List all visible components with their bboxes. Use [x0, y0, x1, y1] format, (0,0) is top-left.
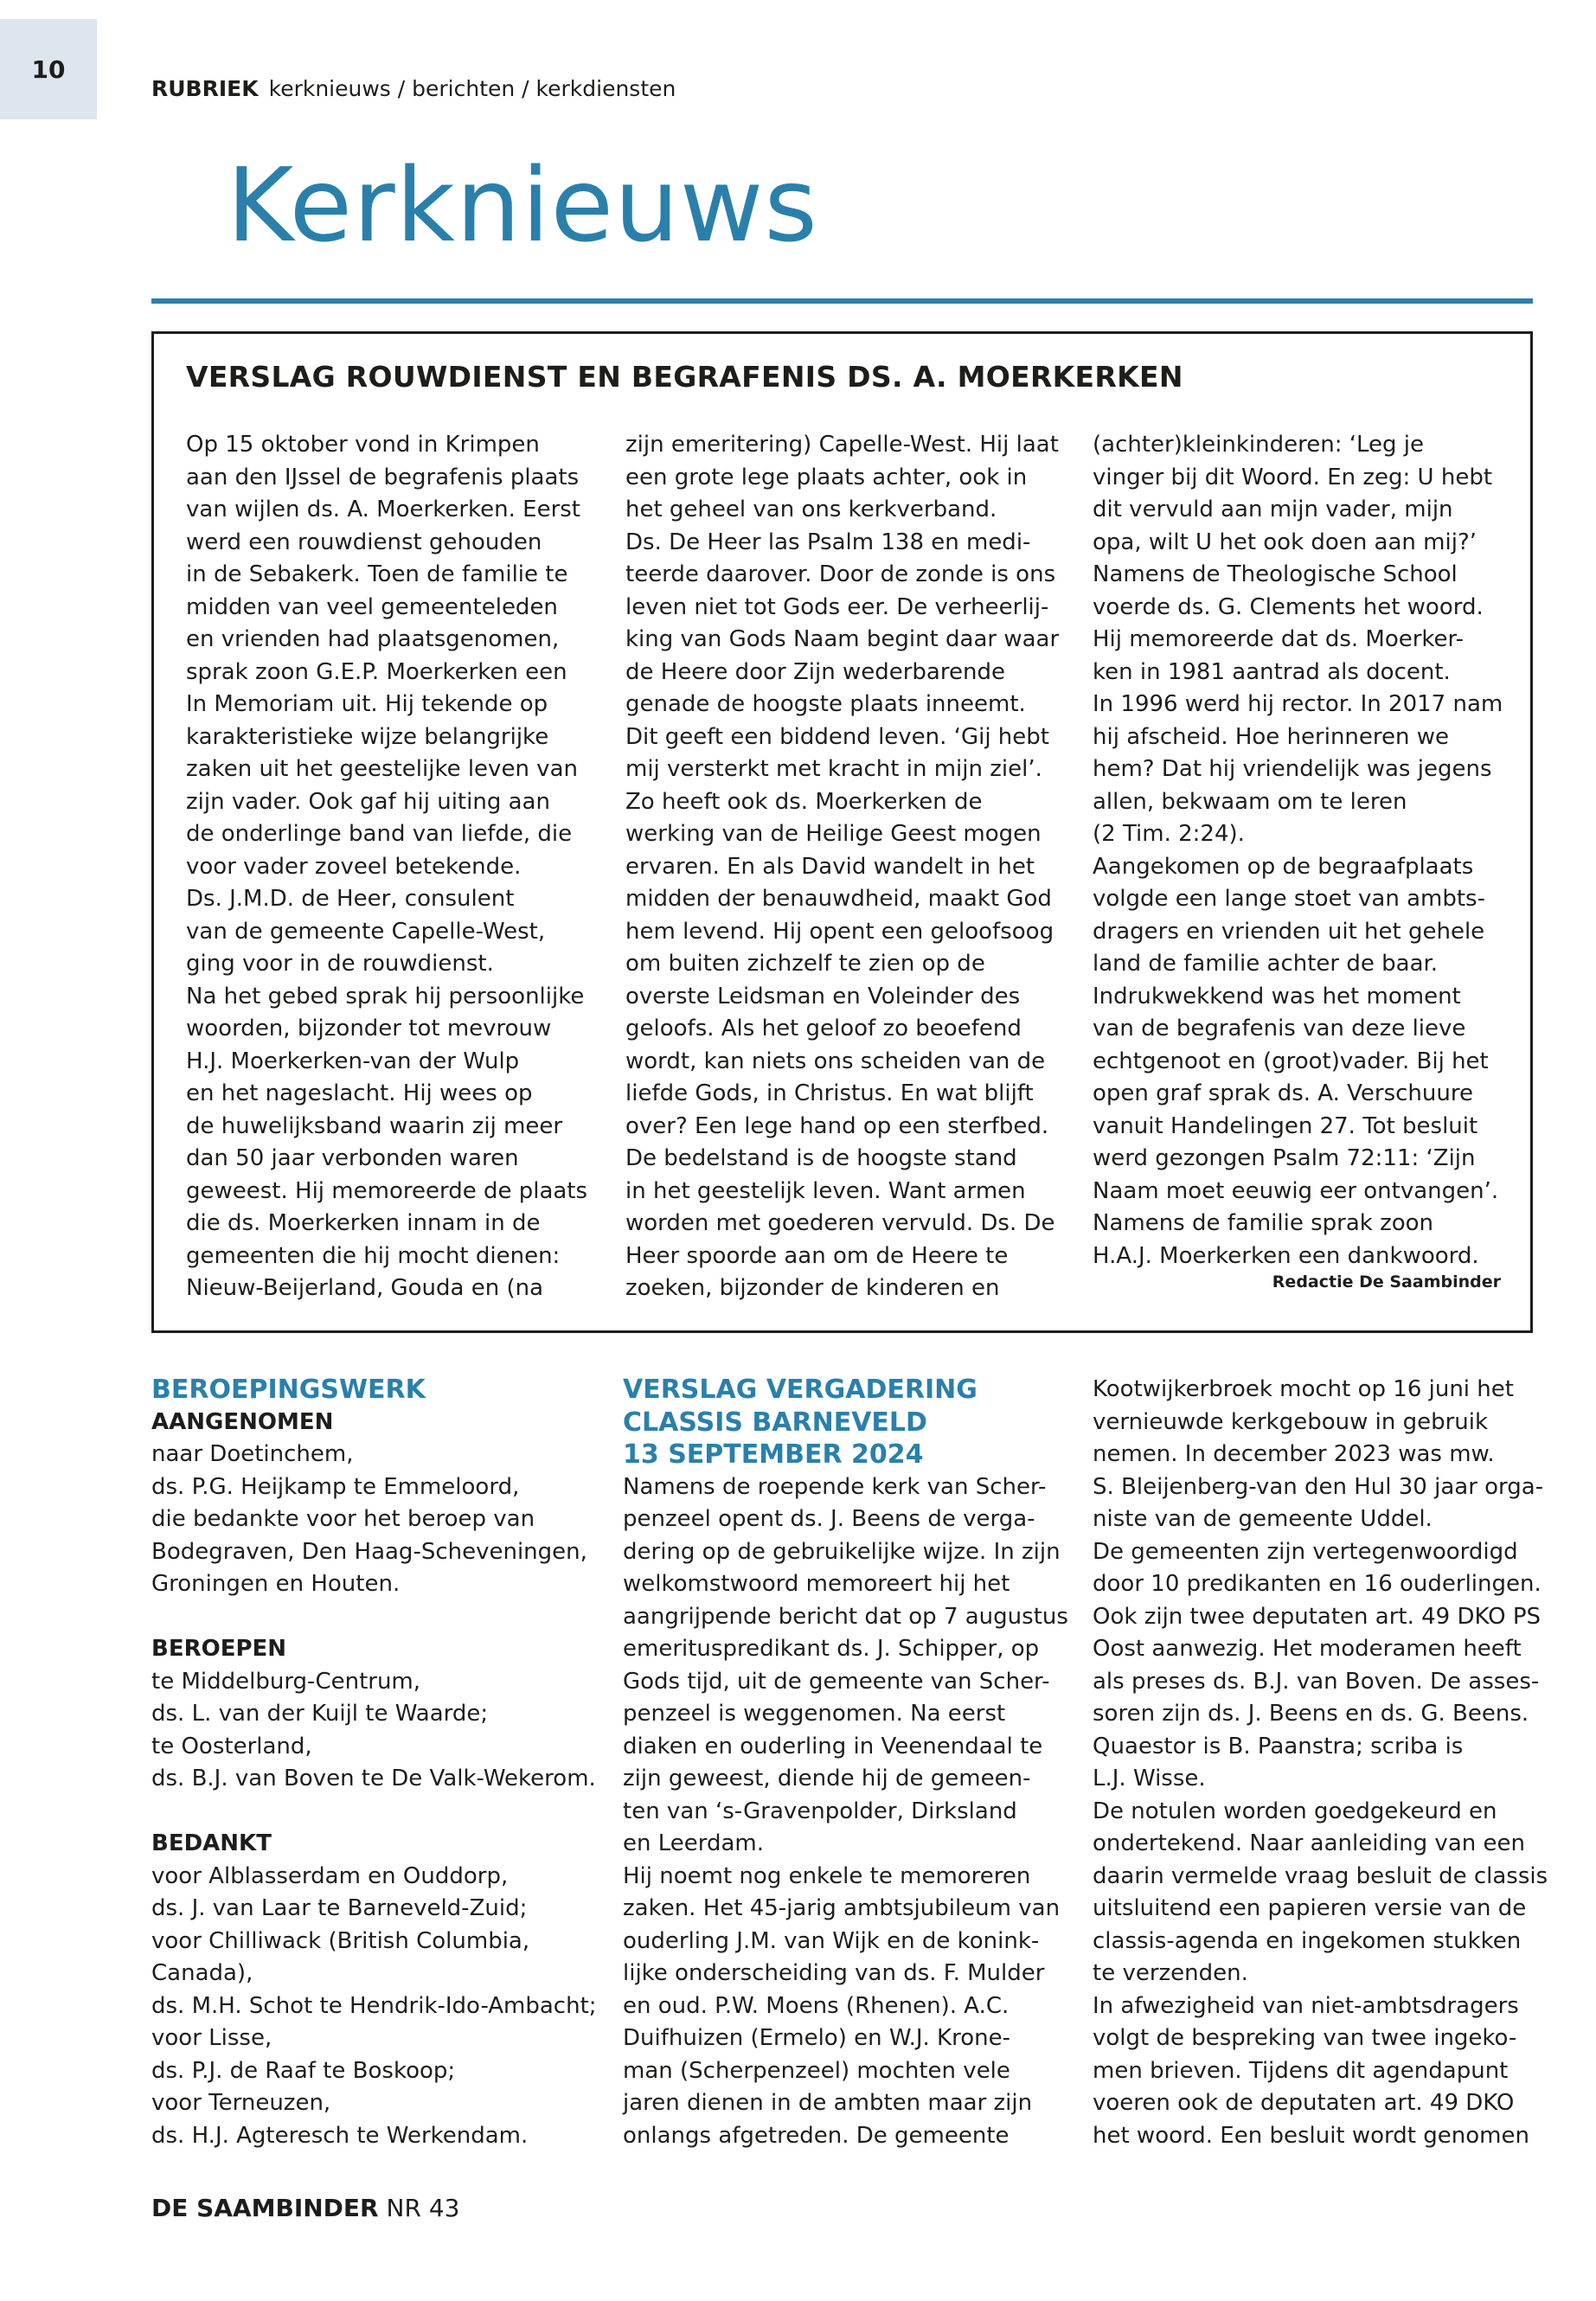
text-line: zaken. Het 45-jarig ambtsjubileum van	[623, 1895, 1061, 1921]
classis-heading-line-2: CLASSIS BARNEVELD	[623, 1407, 927, 1438]
text-line: ds. L. van der Kuijl te Waarde;	[151, 1701, 489, 1727]
text-line: Namens de Theologische School	[1093, 561, 1458, 587]
text-line: ds. M.H. Schot te Hendrik-Ido-Ambacht;	[151, 1992, 597, 2019]
text-line: In Memoriam uit. Hij tekende op	[186, 691, 548, 717]
text-line: onlangs afgetreden. De gemeente	[623, 2122, 1010, 2149]
text-line: ten van ‘s-Gravenpolder, Dirksland	[623, 1798, 1017, 1824]
text-line: het woord. Een besluit wordt genomen	[1093, 2122, 1529, 2149]
text-line: in het geestelijk leven. Want armen	[625, 1177, 1026, 1204]
text-line: Na het gebed sprak hij persoonlijke	[186, 983, 585, 1009]
article-title: VERSLAG ROUWDIENST EN BEGRAFENIS DS. A. MOERKERKEN	[186, 360, 1183, 394]
text-line: zaken uit het geestelijke leven van	[186, 756, 578, 782]
text-line: welkomstwoord memoreert hij het	[623, 1571, 1010, 1597]
text-line: niste van de gemeente Uddel.	[1093, 1506, 1433, 1532]
text-line: Duifhuizen (Ermelo) en W.J. Krone-	[623, 2025, 1010, 2051]
text-line: open graf sprak ds. A. Verschuure	[1093, 1080, 1473, 1106]
text-line: vanuit Handelingen 27. Tot besluit	[1093, 1112, 1478, 1139]
text-line: classis-agenda en ingekomen stukken	[1093, 1927, 1522, 1954]
text-line: worden met goederen vervuld. Ds. De	[625, 1210, 1055, 1236]
text-line: Quaestor is B. Paanstra; scriba is	[1093, 1733, 1464, 1759]
text-line: midden der benauwdheid, maakt God	[625, 886, 1052, 912]
text-line: werd gezongen Psalm 72:11: ‘Zijn	[1093, 1145, 1476, 1171]
text-line: voerde ds. G. Clements het woord.	[1093, 593, 1484, 620]
text-line: die bedankte voor het beroep van	[151, 1506, 535, 1532]
beroepingswerk-heading: BEROEPINGSWERK	[151, 1375, 426, 1405]
footer-issue: NR 43	[386, 2194, 460, 2222]
text-line: aangrijpende bericht dat op 7 augustus	[623, 1603, 1068, 1630]
text-line: In 1996 werd hij rector. In 2017 nam	[1093, 691, 1503, 717]
text-line: de Heere door Zijn wederbarende	[625, 658, 1005, 685]
text-line: ds. P.J. de Raaf te Boskoop;	[151, 2057, 456, 2084]
rubriek-path: kerknieuws / berichten / kerkdiensten	[268, 76, 676, 101]
text-line: voor Alblasserdam en Ouddorp,	[151, 1862, 509, 1889]
text-line: van wijlen ds. A. Moerkerken. Eerst	[186, 497, 581, 522]
text-line: In afwezigheid van niet-ambtsdragers	[1093, 1992, 1519, 2019]
text-line: jaren dienen in de ambten maar zijn	[623, 2090, 1033, 2116]
text-line: penzeel is weggenomen. Na eerst	[623, 1701, 1006, 1727]
text-line: men brieven. Tijdens dit agendapunt	[1093, 2057, 1509, 2084]
text-line: de onderlinge band van liefde, die	[186, 821, 573, 847]
classis-column-2	[1093, 1374, 1548, 2152]
text-line: geweest. Hij memoreerde de plaats	[186, 1177, 588, 1204]
text-line: het geheel van ons kerkverband.	[625, 497, 997, 522]
text-line: Indrukwekkend was het moment	[1093, 983, 1461, 1009]
text-line: werd een rouwdienst gehouden	[186, 529, 542, 555]
text-line: Ds. J.M.D. de Heer, consulent	[186, 886, 515, 912]
text-line: voor Terneuzen,	[151, 2090, 331, 2116]
text-line: man (Scherpenzeel) mochten vele	[623, 2057, 1010, 2084]
text-line: zijn emeritering) Capelle-West. Hij laat	[625, 432, 1059, 458]
text-line: teerde daarover. Door de zonde is ons	[625, 561, 1056, 587]
text-line: king van Gods Naam begint daar waar	[625, 626, 1060, 652]
text-line: sprak zoon G.E.P. Moerkerken een	[186, 658, 567, 685]
text-line: hij afscheid. Hoe herinneren we	[1093, 723, 1450, 750]
text-line: Canada),	[151, 1960, 253, 1986]
text-line: aan den IJssel de begrafenis plaats	[186, 464, 580, 490]
text-line: genade de hoogste plaats inneemt.	[625, 691, 1026, 717]
text-line: Naam moet eeuwig eer ontvangen’.	[1093, 1177, 1499, 1204]
footer-magazine: DE SAAMBINDER	[151, 2194, 379, 2222]
text-line: naar Doetinchem,	[151, 1441, 354, 1467]
text-line: en Leerdam.	[623, 1830, 765, 1856]
text-line: De bedelstand is de hoogste stand	[625, 1145, 1017, 1171]
beroepingswerk-column	[151, 1374, 597, 2152]
text-line: dit vervuld aan mijn vader, mijn	[1093, 497, 1453, 522]
aangenomen-list	[151, 1439, 587, 1601]
text-line: die ds. Moerkerken innam in de	[186, 1210, 541, 1236]
text-line: land de familie achter de baar.	[1093, 951, 1439, 977]
text-line: vernieuwde kerkgebouw in gebruik	[1093, 1408, 1489, 1435]
text-line: over? Een lege hand op een sterfbed.	[625, 1112, 1049, 1139]
text-line: te Middelburg-Centrum,	[151, 1668, 421, 1695]
text-line: Aangekomen op de begraafplaats	[1093, 853, 1474, 880]
text-line: karakteristieke wijze belangrijke	[186, 723, 549, 750]
classis-column-1	[623, 1374, 1073, 2152]
rubriek-label: RUBRIEK	[151, 76, 259, 101]
text-line: Oost aanwezig. Het moderamen heeft	[1093, 1636, 1522, 1662]
text-line: ds. J. van Laar te Barneveld-Zuid;	[151, 1895, 528, 1921]
text-line: Ds. De Heer las Psalm 138 en medi-	[625, 529, 1031, 555]
text-line: dering op de gebruikelijke wijze. In zijn	[623, 1538, 1061, 1565]
article-box	[151, 331, 1533, 1333]
text-line: werking van de Heilige Geest mogen	[625, 821, 1042, 847]
text-line: in de Sebakerk. Toen de familie te	[186, 561, 568, 587]
text-line: L.J. Wisse.	[1093, 1766, 1206, 1791]
text-line: (achter)kleinkinderen: ‘Leg je	[1093, 432, 1425, 458]
text-line: te Oosterland,	[151, 1733, 312, 1759]
text-line: H.A.J. Moerkerken een dankwoord.	[1093, 1242, 1479, 1269]
text-line: door 10 predikanten en 16 ouderlingen.	[1093, 1571, 1542, 1597]
text-line: ds. B.J. van Boven te De Valk-Wekerom.	[151, 1766, 596, 1791]
text-line: en vrienden had plaatsgenomen,	[186, 626, 560, 652]
text-line: daarin vermelde vraag besluit de classis	[1093, 1862, 1548, 1889]
classis-heading-line-3: 13 SEPTEMBER 2024	[623, 1439, 924, 1470]
article-signature: Redactie De Saambinder	[1272, 1272, 1501, 1292]
text-line: geloofs. Als het geloof zo beoefend	[625, 1016, 1022, 1042]
text-line: Groningen en Houten.	[151, 1571, 401, 1597]
beroepen-list	[151, 1666, 596, 1796]
text-line: zijn geweest, diende hij de gemeen-	[623, 1766, 1031, 1791]
text-line: liefde Gods, in Christus. En wat blijft	[625, 1080, 1034, 1106]
page-number: 10	[0, 19, 97, 119]
text-line: opa, wilt U het ook doen aan mij?’	[1093, 529, 1477, 555]
article-column-1	[186, 429, 606, 1305]
text-line: H.J. Moerkerken-van der Wulp	[186, 1048, 520, 1074]
bedankt-list	[151, 1861, 597, 2153]
text-line: zoeken, bijzonder de kinderen en	[625, 1275, 1000, 1301]
text-line: diaken en ouderling in Veenendaal te	[623, 1733, 1043, 1759]
text-line: volgde een lange stoet van ambts-	[1093, 886, 1485, 912]
page-title: Kerknieuws	[227, 145, 818, 265]
classis-heading-line-1: VERSLAG VERGADERING	[623, 1375, 977, 1405]
text-line: Op 15 oktober vond in Krimpen	[186, 432, 540, 458]
text-line: mij versterkt met kracht in mijn ziel’.	[625, 756, 1042, 782]
text-line: ds. H.J. Agteresch te Werkendam.	[151, 2122, 529, 2149]
text-line: zijn vader. Ook gaf hij uiting aan	[186, 788, 550, 815]
text-line: van de gemeente Capelle-West,	[186, 918, 546, 945]
text-line: De gemeenten zijn vertegenwoordigd	[1093, 1538, 1518, 1565]
text-line: hem? Dat hij vriendelijk was jegens	[1093, 756, 1492, 782]
rubriek-header	[151, 76, 676, 101]
text-line: Ook zijn twee deputaten art. 49 DKO PS	[1093, 1603, 1542, 1630]
text-line: van de begrafenis van deze lieve	[1093, 1016, 1466, 1042]
text-line: en het nageslacht. Hij wees op	[186, 1080, 533, 1106]
text-line: en oud. P.W. Moens (Rhenen). A.C.	[623, 1992, 1010, 2019]
text-line: soren zijn ds. J. Beens en ds. G. Beens.	[1093, 1701, 1529, 1727]
footer	[151, 2194, 459, 2222]
text-line: Heer spoorde aan om de Heere te	[625, 1242, 1009, 1269]
text-line: lijke onderscheiding van ds. F. Mulder	[623, 1960, 1045, 1986]
article-column-2	[625, 429, 1067, 1305]
text-line: ging voor in de rouwdienst.	[186, 951, 494, 977]
text-line: ondertekend. Naar aanleiding van een	[1093, 1830, 1525, 1856]
text-line: ds. P.G. Heijkamp te Emmeloord,	[151, 1473, 520, 1500]
text-line: woorden, bijzonder tot mevrouw	[186, 1016, 552, 1042]
text-line: Hij memoreerde dat ds. Moerker-	[1093, 626, 1464, 652]
text-line: Namens de familie sprak zoon	[1093, 1210, 1434, 1236]
text-line: echtgenoot en (groot)vader. Bij het	[1093, 1048, 1489, 1074]
text-line: dragers en vrienden uit het gehele	[1093, 918, 1485, 945]
aangenomen-heading: AANGENOMEN	[151, 1408, 334, 1435]
text-line: de huwelijksband waarin zij meer	[186, 1112, 563, 1139]
text-line: penzeel opent ds. J. Beens de verga-	[623, 1506, 1035, 1532]
text-line: ervaren. En als David wandelt in het	[625, 853, 1035, 880]
text-line: ouderling J.M. van Wijk en de konink-	[623, 1927, 1040, 1954]
text-line: ken in 1981 aantrad als docent.	[1093, 658, 1451, 685]
text-line: (2 Tim. 2:24).	[1093, 821, 1245, 847]
text-line: voor vader zoveel betekende.	[186, 853, 522, 880]
text-line: wordt, kan niets ons scheiden van de	[625, 1048, 1046, 1074]
beroepen-heading: BEROEPEN	[151, 1636, 287, 1662]
text-line: om buiten zichzelf te zien op de	[625, 951, 985, 977]
classis-text-1	[623, 1471, 1073, 2153]
text-line: Zo heeft ook ds. Moerkerken de	[625, 788, 983, 815]
text-line: nemen. In december 2023 was mw.	[1093, 1441, 1495, 1467]
text-line: Nieuw-Beijerland, Gouda en (na	[186, 1275, 544, 1301]
text-line: allen, bekwaam om te leren	[1093, 788, 1407, 815]
text-line: gemeenten die hij mocht dienen:	[186, 1242, 561, 1269]
text-line: dan 50 jaar verbonden waren	[186, 1145, 519, 1171]
text-line: voor Chilliwack (British Columbia,	[151, 1927, 530, 1954]
title-rule	[151, 298, 1533, 304]
text-line: Namens de roepende kerk van Scher-	[623, 1473, 1047, 1500]
text-line: Kootwijkerbroek mocht op 16 juni het	[1093, 1376, 1514, 1402]
bedankt-heading: BEDANKT	[151, 1830, 272, 1856]
text-line: als preses ds. B.J. van Boven. De asses-	[1093, 1668, 1540, 1695]
text-line: De notulen worden goedgekeurd en	[1093, 1798, 1497, 1824]
text-line: uitsluitend een papieren versie van de	[1093, 1895, 1527, 1921]
article-column-3	[1093, 429, 1512, 1272]
text-line: hem levend. Hij opent een geloofsoog	[625, 918, 1054, 945]
text-line: Hij noemt nog enkele te memoreren	[623, 1862, 1031, 1889]
text-line: Bodegraven, Den Haag-Scheveningen,	[151, 1538, 587, 1565]
text-line: Dit geeft een biddend leven. ‘Gij hebt	[625, 723, 1049, 750]
text-line: midden van veel gemeenteleden	[186, 593, 558, 620]
text-line: voeren ook de deputaten art. 49 DKO	[1093, 2090, 1515, 2116]
text-line: overste Leidsman en Voleinder des	[625, 983, 1021, 1009]
text-line: te verzenden.	[1093, 1960, 1248, 1986]
text-line: leven niet tot Gods eer. De verheerlij-	[625, 593, 1049, 620]
text-line: een grote lege plaats achter, ook in	[625, 464, 1028, 490]
text-line: vinger bij dit Woord. En zeg: U hebt	[1093, 464, 1493, 490]
text-line: S. Bleijenberg-van den Hul 30 jaar orga-	[1093, 1473, 1544, 1500]
text-line: voor Lisse,	[151, 2025, 272, 2051]
text-line: volgt de bespreking van twee ingeko-	[1093, 2025, 1517, 2051]
text-line: emerituspredikant ds. J. Schipper, op	[623, 1636, 1040, 1662]
text-line: Gods tijd, uit de gemeente van Scher-	[623, 1668, 1050, 1695]
